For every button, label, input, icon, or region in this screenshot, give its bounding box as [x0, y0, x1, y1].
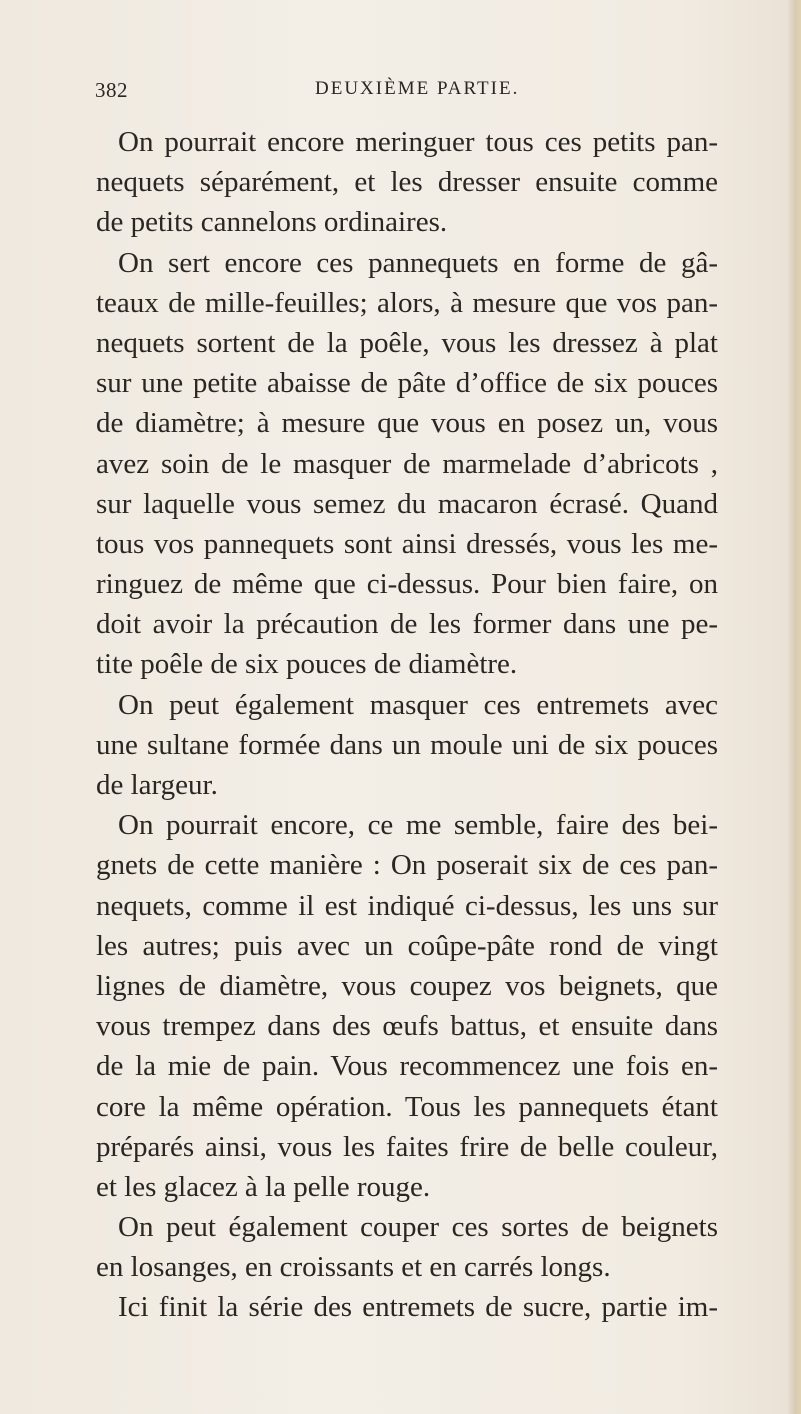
- text-line: sur une petite abaisse de pâte d’office de six pouces: [96, 367, 718, 400]
- text-line: et les glacez à la pelle rouge.: [96, 1170, 431, 1203]
- text-line: On peut également masquer ces entremets avec: [118, 688, 718, 721]
- page-edge: [787, 0, 801, 1414]
- text-line: de diamètre; à mesure que vous en posez un, vous: [96, 407, 718, 440]
- text-line: les autres; puis avec un coûpe-pâte rond de vingt: [96, 929, 718, 962]
- text-line: tite poêle de six pouces de diamètre.: [96, 648, 518, 681]
- text-line: lignes de diamètre, vous coupez vos beignets, que: [96, 969, 718, 1002]
- text-line: On pourrait encore meringuer tous ces petits pan-: [118, 126, 718, 158]
- text-line: nequets séparément, et les dresser ensuite comme: [96, 166, 718, 199]
- text-line: gnets de cette manière : On poserait six de ces pan-: [96, 849, 718, 882]
- text-line: On peut également couper ces sortes de beignets: [118, 1211, 718, 1244]
- running-head: [95, 78, 675, 108]
- text-line: tous vos pannequets sont ainsi dressés, vous les me-: [96, 527, 718, 560]
- text-line: une sultane formée dans un moule uni de six pouces: [96, 728, 718, 761]
- text-line: nequets sortent de la poêle, vous les dressez à plat: [96, 326, 718, 359]
- text-line: teaux de mille-feuilles; alors, à mesure que vos pan-: [96, 286, 718, 319]
- text-line: Ici finit la série des entremets de sucre, partie im-: [118, 1291, 718, 1324]
- text-line: de largeur.: [96, 769, 218, 801]
- text-line: core la même opération. Tous les pannequets étant: [96, 1090, 718, 1123]
- text-line: doit avoir la précaution de les former dans une pe-: [96, 608, 718, 641]
- running-title: DEUXIÈME PARTIE.: [315, 78, 520, 99]
- body-text: [96, 122, 718, 1328]
- text-line: nequets, comme il est indiqué ci-dessus, les uns sur: [96, 889, 718, 922]
- text-line: ringuez de même que ci-dessus. Pour bien faire, on: [96, 568, 718, 601]
- text-line: On sert encore ces pannequets en forme de gâ-: [118, 246, 718, 279]
- text-line: de la mie de pain. Vous recommencez une fois en-: [96, 1050, 718, 1083]
- text-line: avez soin de le masquer de marmelade d’abricots ,: [96, 447, 718, 480]
- text-line: vous trempez dans des œufs battus, et ensuite dans: [96, 1010, 718, 1043]
- text-line: On pourrait encore, ce me semble, faire des bei-: [118, 809, 718, 842]
- text-line: de petits cannelons ordinaires.: [96, 206, 448, 239]
- page-number: 382: [95, 78, 128, 102]
- text-line: préparés ainsi, vous les faites frire de belle couleur,: [96, 1130, 718, 1163]
- text-line: en losanges, en croissants et en carrés longs.: [96, 1251, 611, 1284]
- text-line: sur laquelle vous semez du macaron écrasé. Quand: [96, 487, 718, 520]
